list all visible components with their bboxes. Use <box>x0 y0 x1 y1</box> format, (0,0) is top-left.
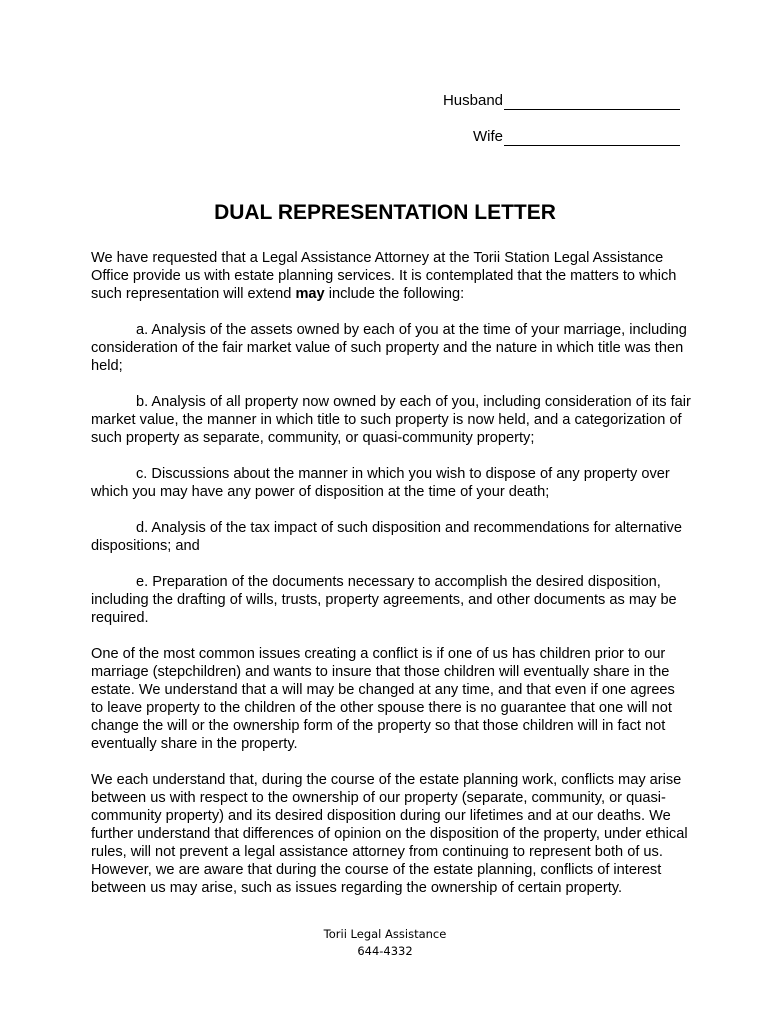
signature-block <box>443 92 680 164</box>
page-footer <box>0 926 770 960</box>
intro-text-after: include the following: <box>324 286 465 302</box>
wife-signature-blank[interactable] <box>504 130 680 146</box>
intro-text-before: We have requested that a Legal Assistance Attorney at the Torii Station Legal Assistance Office provide us with estate planning services. It is contemplated that the matters to which such representation will extend <box>91 250 677 302</box>
letter-body <box>91 249 691 915</box>
husband-label: Husband <box>442 92 503 109</box>
list-item-e: e. Preparation of the documents necessary to accomplish the desired disposition, including the drafting of wills, trusts, property agreements, and other documents as may be required. <box>91 574 677 626</box>
intro-paragraph <box>91 249 691 303</box>
list-item-b: b. Analysis of all property now owned by each of you, including consideration of its fair market value, the manner in which title to such property is now held, and a categorization of such property as separate, community, or quasi-community property; <box>91 394 691 446</box>
wife-signature-line <box>443 128 680 146</box>
wife-label: Wife <box>473 128 503 145</box>
footer-phone: 644-4332 <box>357 944 413 958</box>
understanding-paragraph: We each understand that, during the course of the estate planning work, conflicts may arise between us with respect to the ownership of our property (separate, community, or quasi-community property) and its desired disposition during our lifetimes and at our deaths. We further understand that differences of opinion on the disposition of the property, under ethical rules, will not prevent a legal assistance attorney from continuing to represent both of us. However, we are aware that during the course of the estate planning, conflicts of interest between us may arise, such as issues regarding the ownership of certain property. <box>91 772 688 896</box>
husband-signature-line <box>443 92 680 110</box>
conflict-paragraph: One of the most common issues creating a conflict is if one of us has children prior to our marriage (stepchildren) and wants to insure that those children will eventually share in the estate. We understand that a will may be changed at any time, and that even if one agrees to leave property to the children of the other spouse there is no guarantee that one will not change the will or the ownership form of the property so that those children will in fact not eventually share in the property. <box>91 646 675 752</box>
list-item-a: a. Analysis of the assets owned by each of you at the time of your marriage, including consideration of the fair market value of such property and the nature in which title was then held; <box>91 322 687 374</box>
list-item-c: c. Discussions about the manner in which you wish to dispose of any property over which you may have any power of disposition at the time of your death; <box>91 466 670 500</box>
husband-signature-blank[interactable] <box>504 94 680 110</box>
list-item-d: d. Analysis of the tax impact of such disposition and recommendations for alternative dispositions; and <box>91 520 682 554</box>
footer-office-name: Torii Legal Assistance <box>323 927 447 941</box>
intro-emphasis: may <box>295 286 325 302</box>
document-title: DUAL REPRESENTATION LETTER <box>214 201 556 224</box>
